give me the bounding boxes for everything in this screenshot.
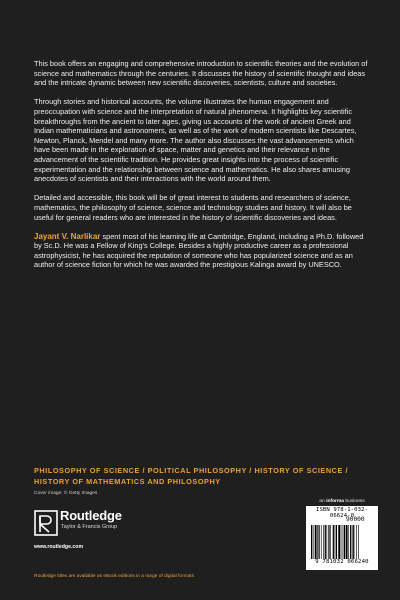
- barcode-digits: 9 781032 066240: [315, 559, 369, 565]
- informa-suffix: business: [344, 499, 365, 504]
- subject-categories: [34, 466, 374, 487]
- isbn-number: ISBN 978-1-032-06624-0: [315, 507, 369, 519]
- description-paragraph-1: This book offers an engaging and comprehensive introduction to scientific theories and the evolution of science and mathematics through the centuries. It discusses the history of scientific thought and ideas and the intricate dynamic between new scientific discoveries, scientists, culture and societies.: [34, 59, 368, 88]
- routledge-emblem-icon: [34, 510, 58, 536]
- description-paragraph-3: Detailed and accessible, this book will be of great interest to students and researchers of science, mathematics, the philosophy of science, science and technology studies and history. It will also be useful for general readers who are interested in the history of scientific discoveries and ideas.: [34, 193, 352, 222]
- book-description: [34, 59, 368, 280]
- informa-business-note: [306, 499, 378, 504]
- author-name: Jayant V. Narlikar: [34, 231, 101, 241]
- description-paragraph-2: Through stories and historical accounts, the volume illustrates the human engagement and preoccupation with science and the interpretation of natural phenomena. It highlights key scientific breakthroughs from the ancient to later ages, giving us accounts of the work of ancient Greek and Indian mathematicians and astronomers, as well as of the work of modern scientists like Descartes, Newton, Planck, Mendel and many more. The author also discusses the vast advancements which have been made in the exploration of space, matter and genetics and their relevance in the advancement of the scientific tradition. He provides great insights into the process of scientific experimentation and the relationship between science and mathematics. He also shares amusing anecdotes of scientists and their interactions with the world around them.: [34, 97, 357, 184]
- author-bio-text: spent most of his learning life at Cambridge, England, including a Ph.D. followed by Sc.D. He was a Fellow of King's College. Besides a highly productive career as a professional astrophysicist, he has acquired the reputation of someone who has popularized science and as an author of science fiction for which he was awarded the prestigious Kalinga award by UNESCO.: [34, 231, 364, 270]
- subject-line-1: PHILOSOPHY OF SCIENCE / POLITICAL PHILOSOPHY / HISTORY OF SCIENCE /: [34, 466, 349, 475]
- isbn-barcode: [306, 506, 378, 570]
- barcode-bars-icon: [311, 525, 373, 559]
- cover-image-credit: Cover image: © Getty Images: [34, 491, 98, 496]
- author-bio: [34, 232, 368, 270]
- publisher-group: Taylor & Francis Group: [61, 524, 118, 530]
- subject-line-2: HISTORY OF MATHEMATICS AND PHILOSOPHY: [34, 476, 221, 486]
- ebook-availability-note: Routledge titles are available as eBook editions in a range of digital formats: [34, 574, 194, 579]
- price-code: 90000: [346, 516, 365, 523]
- publisher-name: Routledge: [60, 508, 122, 523]
- informa-brand: informa: [326, 499, 345, 504]
- informa-prefix: an: [319, 499, 327, 504]
- publisher-url: www.routledge.com: [34, 544, 84, 550]
- publisher-logo: [34, 508, 144, 558]
